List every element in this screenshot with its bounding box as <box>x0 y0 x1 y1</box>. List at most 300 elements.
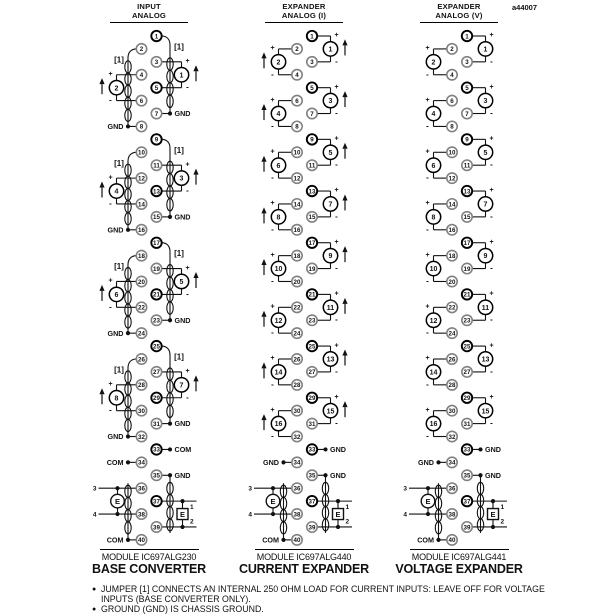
plus-sign: + <box>185 58 190 66</box>
jumper-label: [1] <box>114 158 124 168</box>
plus-sign: + <box>489 238 494 246</box>
jumper-label: [1] <box>114 365 124 375</box>
plus-sign: + <box>270 355 275 363</box>
channel-number: 7 <box>483 201 488 209</box>
terminal-number: 27 <box>153 369 160 377</box>
terminal-number: 36 <box>138 485 145 493</box>
gnd-dot <box>168 422 172 426</box>
minus-sign: - <box>490 366 493 376</box>
current-arrow-icon <box>193 65 198 71</box>
plus-sign: + <box>334 238 339 246</box>
expander-dot <box>491 499 495 503</box>
expander-wire-number: 2 <box>500 518 505 526</box>
minus-sign: - <box>335 108 338 118</box>
terminal-number: 12 <box>138 175 145 183</box>
header-line: ANALOG (I) <box>281 11 327 20</box>
terminal-number: 34 <box>138 459 145 467</box>
terminal-number: 29 <box>463 395 471 403</box>
plus-sign: + <box>108 277 113 285</box>
minus-sign: - <box>426 328 429 338</box>
channel-number: 6 <box>431 162 436 170</box>
channel-number: 9 <box>328 253 333 261</box>
terminal-number: 10 <box>293 149 301 157</box>
module-rule <box>410 549 509 550</box>
channel-number: 11 <box>326 304 335 312</box>
current-arrow-icon <box>261 414 266 420</box>
terminal-number: 25 <box>153 343 160 351</box>
ground-dot <box>478 447 482 451</box>
module-title: CURRENT EXPANDER <box>239 562 369 576</box>
terminal-number: 3 <box>310 59 314 67</box>
terminal-number: 10 <box>448 149 456 157</box>
current-arrow-icon <box>261 207 266 213</box>
gnd-label: GND <box>174 419 191 429</box>
gnd-dot <box>168 318 172 322</box>
channel-number: 13 <box>481 356 490 364</box>
terminal-number: 21 <box>463 291 471 299</box>
terminal-number: 32 <box>448 433 456 441</box>
terminal-number: 32 <box>293 433 301 441</box>
current-arrow-icon <box>261 311 266 317</box>
terminal-number: 24 <box>448 330 456 338</box>
plus-sign: + <box>108 381 113 389</box>
header-line: EXPANDER <box>437 2 481 11</box>
jumper-wire <box>128 256 137 334</box>
minus-sign: - <box>426 173 429 183</box>
terminal-number: 1 <box>310 33 314 41</box>
terminal-number: 23 <box>308 317 316 325</box>
terminal-number: 26 <box>138 356 145 364</box>
terminal-number: 13 <box>463 188 471 196</box>
terminal-number: 38 <box>293 511 301 519</box>
terminal-number: 38 <box>448 511 456 519</box>
channel-number: 16 <box>274 421 283 429</box>
jumper-label: [1] <box>174 42 184 52</box>
terminal-number: 39 <box>308 524 316 532</box>
terminal-number: 20 <box>138 278 145 286</box>
terminal-number: 3 <box>154 59 159 67</box>
terminal-number: 28 <box>138 382 145 390</box>
terminal-number: 7 <box>465 110 469 118</box>
expander-wire-number: 3 <box>403 485 407 493</box>
expander-dot <box>180 499 184 503</box>
ground-label: COM <box>262 535 279 545</box>
header-underline <box>265 22 343 23</box>
minus-sign: - <box>271 276 274 286</box>
module-title: BASE CONVERTER <box>92 562 206 576</box>
terminal-number: 8 <box>295 123 299 131</box>
expander-dot <box>426 512 430 516</box>
terminal-number: 37 <box>308 498 316 506</box>
channel-number: 3 <box>179 175 184 183</box>
plus-sign: + <box>425 251 430 259</box>
minus-sign: - <box>335 366 338 376</box>
channel-number: 7 <box>179 382 184 390</box>
jumper-label: [1] <box>114 55 124 65</box>
footnote-text: JUMPER [1] CONNECTS AN INTERNAL 250 OHM LOAD FOR CURRENT INPUTS: LEAVE OFF FOR VOLTAGE INPUTS (BASE CONVERTER ONLY). <box>101 584 545 604</box>
terminal-number: 34 <box>293 459 301 467</box>
terminal-number: 16 <box>293 227 301 235</box>
expander-dot <box>115 512 119 516</box>
jumper-label: [1] <box>174 145 184 155</box>
channel-number: 3 <box>483 98 488 106</box>
gnd-label: GND <box>107 122 124 132</box>
current-arrow-icon <box>193 375 198 381</box>
minus-sign: - <box>109 405 112 415</box>
terminal-number: 33 <box>308 446 316 454</box>
gnd-dot <box>126 228 130 232</box>
terminal-number: 22 <box>448 304 456 312</box>
terminal-number: 39 <box>463 524 471 532</box>
column-voltage-expander <box>403 31 507 545</box>
plus-sign: + <box>185 264 190 272</box>
footnote-text: GROUND (GND) IS CHASSIS GROUND. <box>101 603 264 614</box>
terminal-number: 38 <box>138 511 145 519</box>
expander-port-label: E <box>425 496 431 506</box>
plus-sign: + <box>425 406 430 414</box>
expander-wire-number: 1 <box>190 504 194 512</box>
terminal-number: 22 <box>293 304 301 312</box>
terminal-number: 4 <box>139 72 144 80</box>
header-line: EXPANDER <box>282 2 326 11</box>
terminal-number: 15 <box>308 214 316 222</box>
terminal-number: 20 <box>448 278 456 286</box>
channel-number: 1 <box>483 46 488 54</box>
terminal-number: 40 <box>293 537 301 545</box>
terminal-number: 37 <box>463 498 471 506</box>
module-block-voltage-expander <box>374 549 544 576</box>
minus-sign: - <box>271 328 274 338</box>
expander-dot <box>115 486 119 490</box>
jumper-wire <box>128 359 137 437</box>
terminal-number: 4 <box>295 72 299 80</box>
expander-dot <box>491 525 495 529</box>
ground-label: GND <box>263 457 279 467</box>
current-arrow-icon <box>342 350 347 356</box>
expander-dot <box>336 525 340 529</box>
terminal-number: 10 <box>138 149 145 157</box>
jumper-label: [1] <box>114 262 124 272</box>
terminal-number: 39 <box>153 524 160 532</box>
current-arrow-icon <box>193 272 198 278</box>
bullet-icon: ● <box>92 605 97 613</box>
terminal-number: 14 <box>138 201 145 209</box>
terminal-number: 35 <box>463 472 471 480</box>
terminal-number: 30 <box>448 407 456 415</box>
expander-port-label: E <box>179 509 186 519</box>
minus-sign: - <box>426 431 429 441</box>
terminal-number: 19 <box>463 265 471 273</box>
current-arrow-icon <box>342 401 347 407</box>
plus-sign: + <box>425 355 430 363</box>
module-rule <box>255 549 354 550</box>
terminal-number: 28 <box>293 382 301 390</box>
plus-sign: + <box>185 161 190 169</box>
terminal-number: 4 <box>450 72 454 80</box>
expander-wire-number: 1 <box>345 504 350 512</box>
minus-sign: - <box>271 224 274 234</box>
terminal-number: 3 <box>465 59 469 67</box>
header-underline <box>110 22 188 23</box>
channel-number: 1 <box>328 46 333 54</box>
terminal-number: 28 <box>448 382 456 390</box>
channel-number: 11 <box>481 304 490 312</box>
current-arrow-icon <box>261 362 266 368</box>
ground-dot <box>436 460 440 464</box>
plus-sign: + <box>425 148 430 156</box>
terminal-number: 2 <box>295 46 299 54</box>
channel-number: 6 <box>276 162 281 170</box>
footnote-jumper <box>92 585 562 605</box>
column-header-expander-analog-i <box>244 2 364 23</box>
terminal-number: 17 <box>153 240 160 248</box>
terminal-number: 2 <box>139 46 144 54</box>
current-arrow-icon <box>342 39 347 45</box>
channel-number: 3 <box>328 98 333 106</box>
terminal-number: 13 <box>153 188 160 196</box>
terminal-number: 20 <box>293 278 301 286</box>
terminal-number: 35 <box>308 472 316 480</box>
terminal-number: 31 <box>153 420 160 428</box>
terminal-number: 17 <box>308 240 316 248</box>
terminal-number: 6 <box>139 97 144 105</box>
current-arrow-icon <box>261 259 266 265</box>
expander-wire-number: 3 <box>248 485 252 493</box>
module-name: MODULE IC697ALG440 <box>256 552 352 562</box>
expander-wire-number: 4 <box>248 511 252 519</box>
current-arrow-icon <box>99 182 104 188</box>
header-line: INPUT <box>137 2 161 11</box>
channel-number: 14 <box>429 369 438 377</box>
plus-sign: + <box>108 70 113 78</box>
channel-number: 2 <box>114 85 119 93</box>
current-arrow-icon <box>261 104 266 110</box>
gnd-dot <box>126 434 130 438</box>
plus-sign: + <box>425 200 430 208</box>
expander-dot <box>426 486 430 490</box>
minus-sign: - <box>490 418 493 428</box>
current-arrow-icon <box>193 169 198 175</box>
terminal-number: 21 <box>308 291 316 299</box>
gnd-dot <box>168 215 172 219</box>
header-line: ANALOG (V) <box>435 11 483 20</box>
terminal-number: 11 <box>308 162 316 170</box>
figure-number: a44007 <box>512 3 538 12</box>
terminal-number: 25 <box>308 343 316 351</box>
terminal-number: 7 <box>310 110 314 118</box>
column-header-input-analog <box>89 2 209 23</box>
plus-sign: + <box>270 251 275 259</box>
plus-sign: + <box>334 290 339 298</box>
jumper-wire <box>128 152 137 230</box>
jumper-wire <box>162 36 171 114</box>
ground-label: GND <box>330 470 346 480</box>
gnd-label: GND <box>107 432 124 442</box>
current-arrow-icon <box>99 388 104 394</box>
terminal-number: 13 <box>308 188 316 196</box>
plus-sign: + <box>489 83 494 91</box>
expander-wire-number: 4 <box>92 511 97 519</box>
terminal-number: 22 <box>138 304 145 312</box>
module-block-current-expander <box>219 549 389 576</box>
terminal-number: 1 <box>465 33 469 41</box>
current-arrow-icon <box>342 298 347 304</box>
minus-sign: - <box>271 121 274 131</box>
minus-sign: - <box>490 108 493 118</box>
terminal-number: 19 <box>308 265 316 273</box>
channel-number: 4 <box>431 111 436 119</box>
plus-sign: + <box>270 200 275 208</box>
terminal-number: 30 <box>138 407 145 415</box>
minus-sign: - <box>426 224 429 234</box>
plus-sign: + <box>334 135 339 143</box>
minus-sign: - <box>335 263 338 273</box>
terminal-number: 16 <box>448 227 456 235</box>
gnd-label: GND <box>174 109 191 119</box>
plus-sign: + <box>334 393 339 401</box>
channel-number: 2 <box>276 59 281 67</box>
column-current-expander <box>248 31 352 545</box>
minus-sign: - <box>109 95 112 105</box>
channel-number: 5 <box>483 149 488 157</box>
plus-sign: + <box>270 148 275 156</box>
header-line: ANALOG <box>131 11 167 20</box>
ground-label: GND <box>485 470 501 480</box>
ground-label: GND <box>330 445 346 455</box>
minus-sign: - <box>490 263 493 273</box>
plus-sign: + <box>425 303 430 311</box>
expander-dot <box>271 486 275 490</box>
minus-sign: - <box>490 56 493 66</box>
bullet-icon: ● <box>92 586 97 593</box>
channel-number: 9 <box>483 253 488 261</box>
minus-sign: - <box>109 198 112 208</box>
gnd-dot <box>126 331 130 335</box>
plus-sign: + <box>270 406 275 414</box>
terminal-number: 7 <box>154 110 159 118</box>
ground-label: GND <box>418 457 434 467</box>
expander-wire-number: 2 <box>345 518 350 526</box>
current-arrow-icon <box>99 285 104 291</box>
plus-sign: + <box>185 368 190 376</box>
channel-number: 8 <box>431 214 436 222</box>
terminal-number: 18 <box>138 252 145 260</box>
expander-dot <box>336 499 340 503</box>
terminal-number: 37 <box>153 498 160 506</box>
terminal-number: 15 <box>463 214 471 222</box>
ground-label: COM <box>174 445 192 455</box>
channel-number: 2 <box>431 59 436 67</box>
jumper-label: [1] <box>174 352 184 362</box>
channel-number: 12 <box>274 317 283 325</box>
channel-number: 15 <box>481 408 490 416</box>
plus-sign: + <box>334 32 339 40</box>
jumper-wire <box>162 243 171 321</box>
terminal-number: 8 <box>139 123 144 131</box>
terminal-number: 19 <box>153 265 160 273</box>
gnd-label: GND <box>174 212 191 222</box>
channel-number: 1 <box>179 72 184 80</box>
terminal-number: 40 <box>448 537 456 545</box>
expander-port-label: E <box>270 496 276 506</box>
minus-sign: - <box>186 82 189 92</box>
module-rule <box>100 549 199 550</box>
minus-sign: - <box>490 315 493 325</box>
terminal-number: 17 <box>463 240 471 248</box>
expander-port-label: E <box>490 509 496 519</box>
terminal-number: 9 <box>154 136 159 144</box>
plus-sign: + <box>425 45 430 53</box>
plus-sign: + <box>489 393 494 401</box>
terminal-number: 36 <box>293 485 301 493</box>
ground-dot <box>281 460 285 464</box>
terminal-number: 5 <box>465 84 469 92</box>
terminal-number: 33 <box>153 446 160 454</box>
jumper-wire <box>162 139 171 217</box>
minus-sign: - <box>186 186 189 196</box>
channel-number: 12 <box>429 317 438 325</box>
terminal-number: 31 <box>308 420 316 428</box>
minus-sign: - <box>271 379 274 389</box>
minus-sign: - <box>426 379 429 389</box>
module-name: MODULE IC697ALG441 <box>411 552 507 562</box>
terminal-number: 26 <box>293 356 301 364</box>
terminal-number: 2 <box>450 46 454 54</box>
channel-number: 4 <box>276 111 281 119</box>
plus-sign: + <box>108 174 113 182</box>
gnd-label: GND <box>107 225 124 235</box>
ground-dot <box>168 447 172 451</box>
gnd-label: GND <box>174 315 191 325</box>
expander-dot <box>180 525 184 529</box>
ground-dot <box>126 460 130 464</box>
channel-number: 8 <box>276 214 281 222</box>
minus-sign: - <box>426 69 429 79</box>
terminal-number: 11 <box>463 162 471 170</box>
expander-wire-number: 4 <box>403 511 407 519</box>
gnd-dot <box>126 124 130 128</box>
minus-sign: - <box>335 211 338 221</box>
terminal-number: 29 <box>153 395 160 403</box>
channel-number: 14 <box>274 369 283 377</box>
footnote-ground <box>92 605 562 615</box>
terminal-number: 12 <box>293 175 301 183</box>
terminal-number: 14 <box>448 201 456 209</box>
jumper-wire <box>162 346 171 424</box>
plus-sign: + <box>489 32 494 40</box>
terminal-number: 24 <box>138 330 145 338</box>
terminal-number: 12 <box>448 175 456 183</box>
current-arrow-icon <box>99 78 104 84</box>
current-arrow-icon <box>342 246 347 252</box>
plus-sign: + <box>270 96 275 104</box>
minus-sign: - <box>426 121 429 131</box>
column-header-expander-analog-v <box>399 2 519 23</box>
terminal-number: 31 <box>463 420 471 428</box>
current-arrow-icon <box>342 91 347 97</box>
plus-sign: + <box>270 45 275 53</box>
header-underline <box>420 22 498 23</box>
terminal-number: 23 <box>153 317 160 325</box>
gnd-dot <box>168 111 172 115</box>
terminal-number: 18 <box>448 252 456 260</box>
minus-sign: - <box>490 160 493 170</box>
terminal-number: 21 <box>153 291 160 299</box>
plus-sign: + <box>489 342 494 350</box>
channel-number: 10 <box>274 266 283 274</box>
terminal-number: 27 <box>463 369 471 377</box>
channel-number: 15 <box>326 408 335 416</box>
